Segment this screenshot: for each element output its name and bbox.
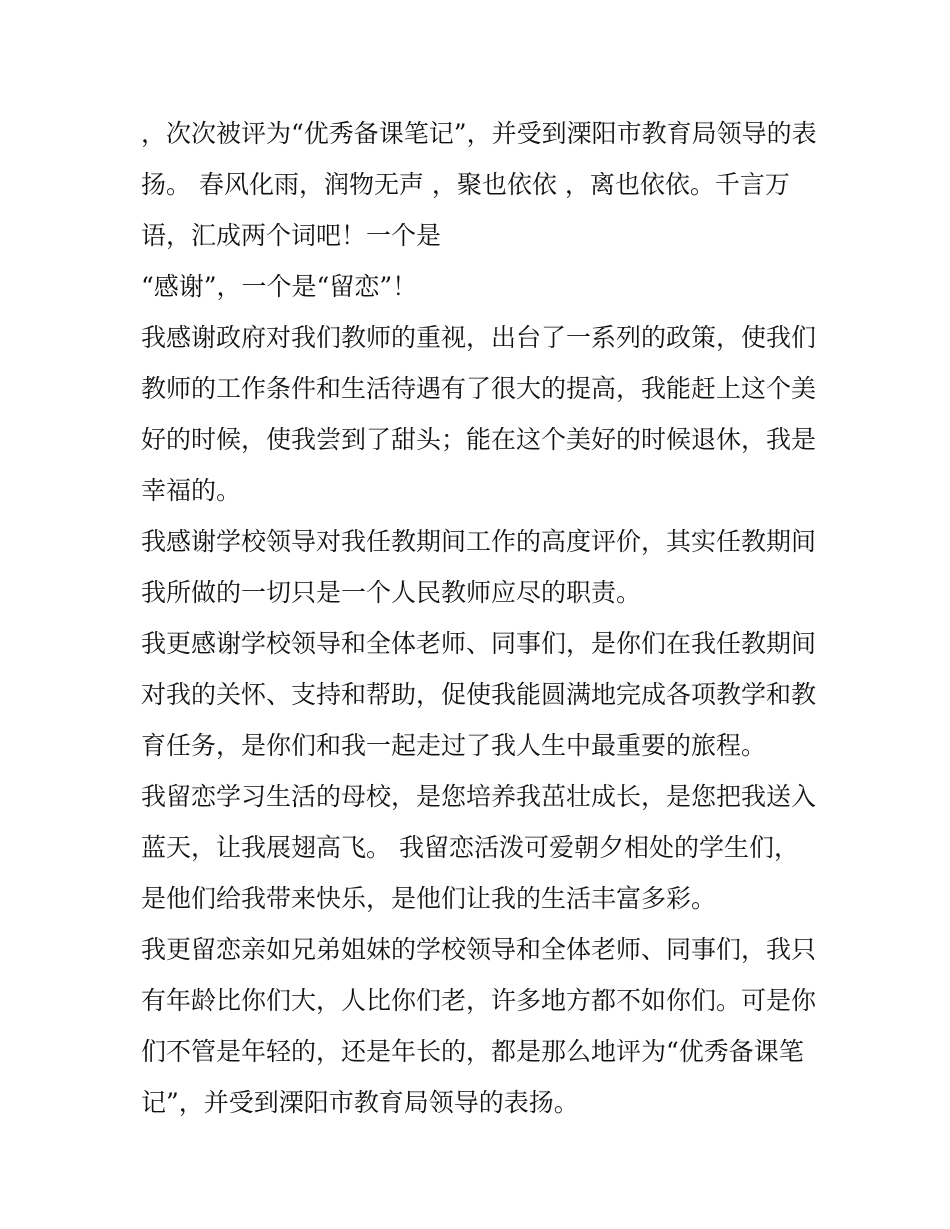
text-line: 我更留恋亲如兄弟姐妹的学校领导和全体老师、同事们，我只 (141, 935, 817, 964)
text-line: 们不管是年轻的，还是年长的，都是那么地评为“优秀备课笔 (141, 1037, 804, 1066)
text-line: 我更感谢学校领导和全体老师、同事们，是你们在我任教期间 (141, 629, 817, 658)
text-line: 育任务，是你们和我一起走过了我人生中最重要的旅程。 (141, 731, 767, 760)
document-body (141, 108, 831, 1128)
text-line: 有年龄比你们大，人比你们老，许多地方都不如你们。可是你 (141, 986, 817, 1015)
text-line: 对我的关怀、支持和帮助，促使我能圆满地完成各项教学和教 (141, 680, 817, 709)
text-line: 语，汇成两个词吧！一个是 (141, 221, 442, 250)
text-line: 幸福的。 (141, 476, 242, 505)
text-line: 我感谢政府对我们教师的重视，出台了一系列的政策，使我们 (141, 323, 817, 352)
text-line: 好的时候，使我尝到了甜头；能在这个美好的时候退休，我是 (141, 425, 817, 454)
text-line: “感谢”，一个是“留恋”！ (141, 272, 418, 301)
text-line: 扬。 春风化雨，润物无声 ，聚也依依 ，离也依依。千言万 (141, 170, 790, 199)
text-line: 我留恋学习生活的母校，是您培养我茁壮成长，是您把我送入 (141, 782, 817, 811)
text-line: ，次次被评为“优秀备课笔记”，并受到溧阳市教育局领导的表 (141, 119, 817, 148)
text-line: 蓝天，让我展翅高飞。 我留恋活泼可爱朝夕相处的学生们， (141, 833, 799, 862)
text-line: 是他们给我带来快乐，是他们让我的生活丰富多彩。 (141, 884, 717, 913)
text-line: 我所做的一切只是一个人民教师应尽的职责。 (141, 578, 642, 607)
text-line: 记”，并受到溧阳市教育局领导的表扬。 (141, 1088, 579, 1117)
text-line: 我感谢学校领导对我任教期间工作的高度评价，其实任教期间 (141, 527, 817, 556)
text-line: 教师的工作条件和生活待遇有了很大的提高，我能赶上这个美 (141, 374, 817, 403)
